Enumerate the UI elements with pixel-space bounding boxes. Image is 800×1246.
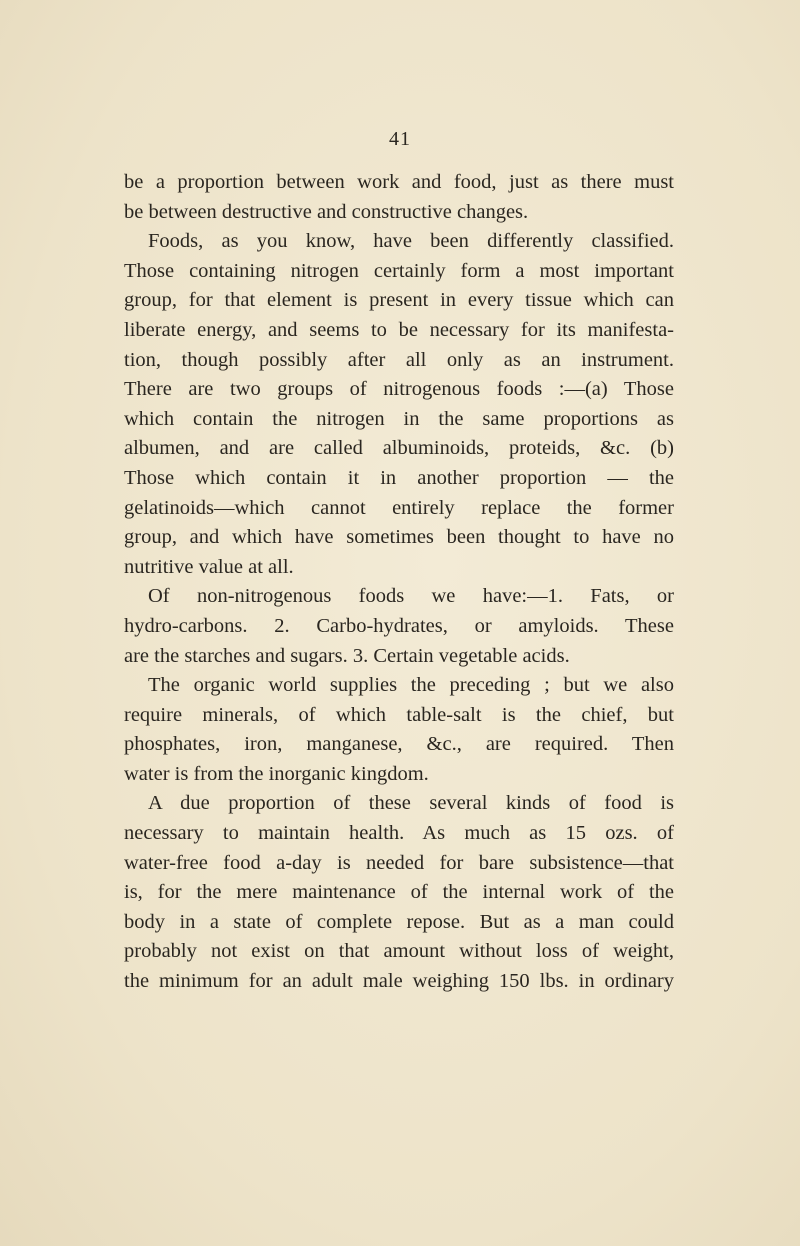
text-line: be a proportion between work and food, just as there must bbox=[124, 171, 674, 193]
text-line: be between destructive and constructive changes. bbox=[124, 200, 529, 223]
text-line: which contain the nitrogen in the same proportions as bbox=[124, 407, 674, 430]
body-text bbox=[124, 168, 674, 997]
text-line: Those containing nitrogen certainly form a most important bbox=[124, 259, 674, 282]
text-line: necessary to maintain health. As much as 15 ozs. of bbox=[124, 822, 674, 845]
text-line: albumen, and are called albuminoids, proteids, &c. (b) bbox=[124, 437, 674, 460]
text-line: There are two groups of nitrogenous foods :—(a) Those bbox=[124, 378, 674, 401]
text-line: group, and which have sometimes been thought to have no bbox=[124, 526, 674, 549]
text-line: hydro-carbons. 2. Carbo-hydrates, or amyloids. These bbox=[124, 614, 674, 637]
text-line: are the starches and sugars. 3. Certain vegetable acids. bbox=[124, 644, 570, 667]
text-line: water is from the inorganic kingdom. bbox=[124, 762, 429, 785]
text-line: Foods, as you know, have been differently classified. bbox=[148, 230, 674, 253]
text-line: nutritive value at all. bbox=[124, 555, 294, 578]
text-line: require minerals, of which table-salt is the chief, but bbox=[124, 703, 674, 726]
text-line: the minimum for an adult male weighing 150 lbs. in ordinary bbox=[124, 970, 674, 993]
text-line: tion, though possibly after all only as an instrument. bbox=[124, 348, 674, 371]
text-line: liberate energy, and seems to be necessary for its manifesta- bbox=[124, 318, 674, 341]
text-line: is, for the mere maintenance of the internal work of the bbox=[124, 881, 674, 904]
text-line: gelatinoids—which cannot entirely replace the former bbox=[124, 496, 674, 519]
text-line: water-free food a-day is needed for bare subsistence—that bbox=[124, 851, 674, 874]
text-line: body in a state of complete repose. But as a man could bbox=[124, 910, 674, 933]
text-line: Of non-nitrogenous foods we have:—1. Fats, or bbox=[148, 585, 674, 608]
text-line: A due proportion of these several kinds of food is bbox=[148, 792, 674, 815]
text-line: probably not exist on that amount without loss of weight, bbox=[124, 940, 674, 963]
text-line: Those which contain it in another proportion — the bbox=[124, 466, 674, 489]
text-line: The organic world supplies the preceding ; but we also bbox=[148, 674, 674, 697]
page-number: 41 bbox=[389, 128, 411, 150]
text-line: group, for that element is present in every tissue which can bbox=[124, 289, 674, 312]
text-line: phosphates, iron, manganese, &c., are required. Then bbox=[124, 733, 674, 756]
